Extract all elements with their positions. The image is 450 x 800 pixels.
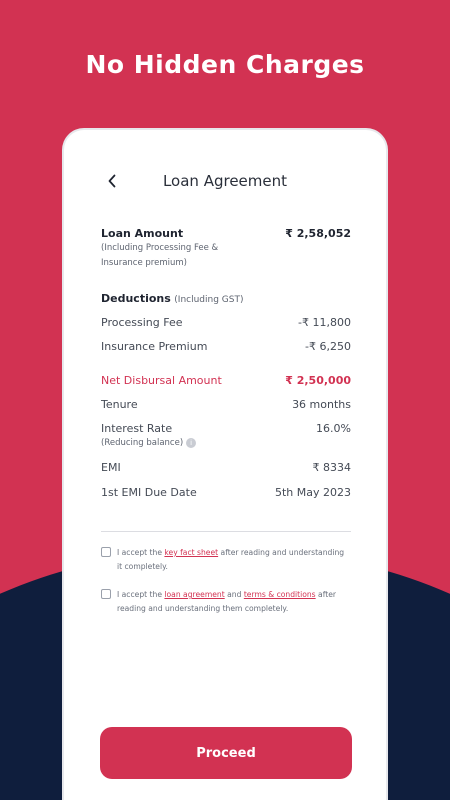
processing-fee-value: -₹ 11,800	[298, 316, 351, 329]
deductions-note: (Including GST)	[174, 295, 244, 305]
loan-amount-row	[101, 227, 351, 273]
loan-agreement-screen	[64, 130, 386, 800]
consent1-suffix: after reading and understanding it completely.	[117, 548, 345, 571]
key-fact-sheet-link[interactable]: key fact sheet	[164, 548, 219, 557]
insurance-premium-value: -₹ 6,250	[305, 340, 351, 353]
tenure-label: Tenure	[101, 398, 138, 411]
loan-amount-value: ₹ 2,58,052	[285, 227, 351, 240]
net-disbursal-label: Net Disbursal Amount	[101, 374, 222, 387]
loan-amount-note-line1: (Including Processing Fee &	[101, 243, 219, 253]
deductions-header	[101, 292, 351, 308]
headline: No Hidden Charges	[85, 50, 365, 79]
loan-amount-note	[101, 241, 218, 271]
consent1-prefix: I accept the	[117, 548, 165, 557]
interest-rate-value: 16.0%	[316, 422, 351, 435]
key-fact-sheet-checkbox[interactable]	[101, 547, 111, 557]
consent-key-fact-sheet	[101, 546, 353, 576]
net-disbursal-row	[101, 374, 351, 390]
loan-amount-note-line2: Insurance premium)	[101, 258, 187, 268]
divider	[101, 531, 351, 532]
interest-rate-note: (Reducing balance)	[101, 438, 184, 448]
loan-agreement-checkbox[interactable]	[101, 589, 111, 599]
phone-frame	[62, 128, 388, 800]
first-emi-label: 1st EMI Due Date	[101, 486, 197, 499]
tenure-row	[101, 398, 351, 414]
top-bar	[64, 170, 386, 194]
emi-label: EMI	[101, 461, 121, 474]
insurance-premium-label: Insurance Premium	[101, 340, 208, 353]
first-emi-value: 5th May 2023	[274, 486, 351, 499]
proceed-button[interactable]: Proceed	[100, 727, 352, 779]
loan-amount-label: Loan Amount	[101, 227, 184, 240]
consent2-prefix: I accept the	[117, 590, 165, 599]
net-disbursal-value: ₹ 2,50,000	[285, 374, 351, 387]
consent-text-2	[117, 588, 351, 616]
consent-text-1	[117, 546, 351, 574]
first-emi-row	[101, 486, 351, 502]
processing-fee-label: Processing Fee	[101, 316, 183, 329]
page-title: Loan Agreement	[162, 172, 288, 190]
consent2-middle: and	[224, 590, 244, 599]
info-icon[interactable]: i	[186, 438, 196, 448]
consent2-suffix: after reading and understanding them completely.	[117, 590, 337, 613]
emi-row	[101, 461, 351, 477]
processing-fee-row	[101, 316, 351, 332]
deductions-header-text	[101, 292, 244, 305]
insurance-premium-row	[101, 340, 351, 356]
terms-conditions-link[interactable]: terms & conditions	[243, 590, 316, 599]
interest-rate-label: Interest Rate	[101, 422, 173, 435]
interest-rate-note-wrap	[101, 436, 196, 451]
emi-value: ₹ 8334	[312, 461, 351, 474]
deductions-label: Deductions	[101, 292, 171, 305]
interest-rate-row	[101, 422, 351, 454]
loan-agreement-link[interactable]: loan agreement	[164, 590, 225, 599]
consent-loan-agreement	[101, 588, 353, 618]
tenure-value: 36 months	[292, 398, 351, 411]
